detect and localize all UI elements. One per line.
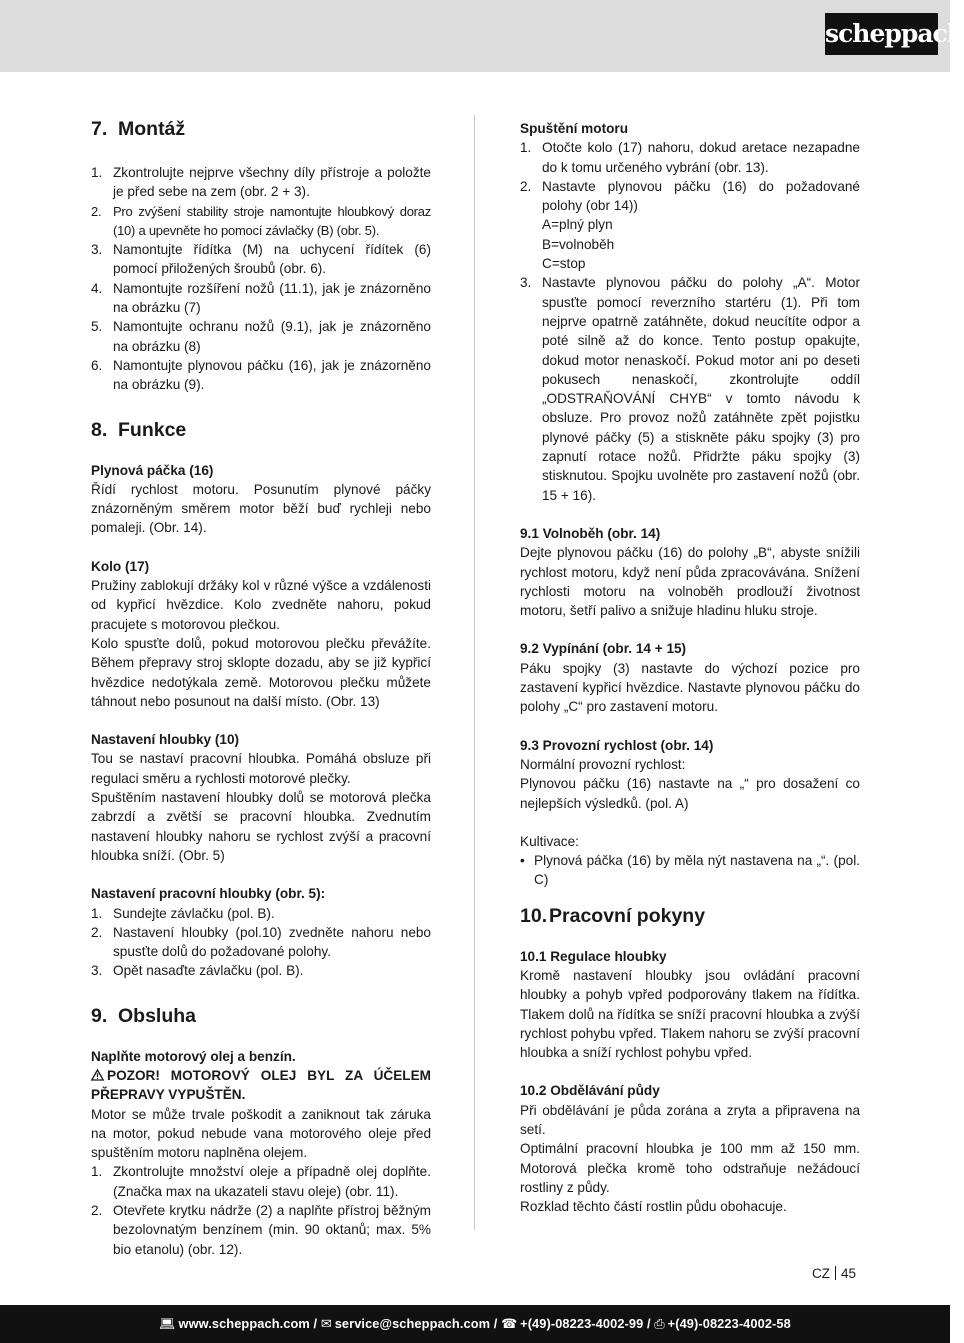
subheading-spusteni-motoru: Spuštění motoru [520,121,628,136]
kultivace-list [520,851,860,890]
section-number: 7. [91,118,108,140]
list-item [91,1162,431,1201]
section-heading-montaz [91,117,431,141]
separator: / [493,1316,498,1331]
kultivace-label: Kultivace: [520,833,579,849]
subheading-provozni-rychlost: 9.3 Provozní rychlost (obr. 14) [520,737,714,753]
subheading-regulace-hloubky: 10.1 Regulace hloubky [520,948,667,964]
spusteni-list [520,138,860,505]
item-number: 1. [91,1164,103,1180]
subheading-plynova-packa: Plynová páčka (16) [91,462,214,478]
throttle-option: B=volnoběh [542,236,615,252]
paragraph: Optimální pracovní hloubka je 100 mm až 150 mm. Motorová plečka kromě toho odstraňuje nežádoucí rostliny z půdy. [520,1141,860,1195]
warning-triangle-icon [91,1069,104,1081]
section-heading-funkce [91,418,431,442]
list-item [91,240,431,279]
column-divider [474,115,475,1230]
paragraph: Spuštěním nastavení hloubky dolů se motorová plečka zabrzdí a zvětší se pracovní hloubka. Zvednutím nastavení hloubky nahoru se rychlost zvýší a pracovní hloubka sníží. (Obr. 5) [91,790,431,863]
item-text: Plynová páčka (16) by měla nýt nastavena na „“. (pol. C) [534,853,860,888]
subheading-naplnte-olej: Naplňte motorový olej a benzín. [91,1048,296,1064]
item-number: 4. [91,280,103,296]
paragraph: Kolo spusťte dolů, pokud motorovou plečku převážíte. Během přepravy stroj sklopte dozadu, aby se již kypřicí hvězdice nedotýkala země. Motorovou plečku můžete táhnout nebo posunout na další místo. (Obr. 13) [91,635,431,709]
paragraph: Rozklad těchto částí rostlin půdu obohacuje. [520,1199,787,1215]
fax-icon: ⎙ [654,1316,665,1331]
list-item [91,317,431,356]
paragraph: Při obdělávání je půda zorána a zryta a připravena na setí. [520,1102,860,1138]
item-number: 1. [91,165,103,180]
section-title: Montáž [118,118,186,140]
item-number: 1. [520,140,532,156]
paragraph: Normální provozní rychlost: [520,756,686,772]
right-column [520,119,860,1217]
item-text: Pro zvýšení stability stroje namontujte hloubkový doraz (10) a upevněte ho pomocí závlačky (B) (obr. 5). [113,203,431,238]
page-number-separator [835,1266,836,1280]
paragraph: Plynovou páčku (16) nastavte na „“ pro dosažení co nejlepších výsledků. (pol. A) [520,776,860,811]
separator: / [646,1316,651,1331]
list-item [91,163,431,202]
email-icon: ✉︎ [320,1316,332,1331]
list-item [91,923,431,962]
item-text: Opět nasaďte závlačku (pol. B). [113,963,304,979]
item-text: Zkontrolujte nejprve všechny díly přístroje a položte je před sebe na zem (obr. 2 + 3). [113,165,431,200]
warning-text-block [91,1066,431,1105]
item-text: Nastavte plynovou páčku do polohy „A“. Motor spusťte pomocí reverzního startéru (1). Při tom nejprve opatrně zatáhněte, dokud neucítíte odpor a poté silně až do konce. Tento postup opakujte, dokud motor nenaskočí. Pokud motor ani po deseti pokusech nenaskočí, zkontrolujte oddíl „ODSTRAŇOVÁNÍ CHYB“ v tomto návodu k obsluze. Pro provoz nožů zatáhněte zpět pojistku plynové páčky (5) a stiskněte páku spojky (3) pro zapnutí rotace nožů. Přidržte páku spojky (3) stisknutou. Spojku uvolněte pro zastavení nožů (obr. 15 + 16). [542,275,860,503]
paragraph: Řídí rychlost motoru. Posunutím plynové páčky znázorněným směrem motor běží buď rychleji nebo pomaleji. (Obr. 14). [91,481,431,536]
list-item [520,177,860,273]
scheppach-logo: scheppach [825,13,938,55]
section-title: Obsluha [118,1004,197,1027]
item-number: 3. [520,275,532,291]
warning-text: POZOR! MOTOROVÝ OLEJ BYL ZA ÚČELEM PŘEPRAVY VYPUŠTĚN. [91,1067,431,1103]
list-item [520,138,860,177]
item-number: 6. [91,357,103,373]
list-item [520,273,860,505]
subheading-vypinani: 9.2 Vypínání (obr. 14 + 15) [520,641,687,657]
paragraph: Kromě nastavení hloubky jsou ovládání pracovní hloubky a pohyb vpřed podporovány tlakem na řídítka. Tlakem dolů na řídítka se sníží pracovní hloubka a zvýší rychlost pohybu vpřed. Tlakem nahoru se zvýší pracovní hloubka a sníží rychlost pohybu vpřed. [520,967,860,1061]
page-number-value: 45 [841,1266,857,1281]
language-code: CZ [812,1266,830,1281]
list-item [91,961,431,980]
list-item [91,1201,431,1259]
paragraph: Páku spojky (3) nastavte do výchozí pozice pro zastavení kypřicí hvězdice. Nastavte plynovou páčku do polohy „C“ pro zastavení motoru. [520,660,860,715]
item-text: Namontujte ochranu nožů (9.1), jak je znázorněno na obrázku (8) [113,319,431,354]
email-link[interactable]: service@scheppach.com [334,1316,491,1331]
section-title: Pracovní pokyny [549,904,706,927]
section-number: 10. [520,904,548,927]
item-text: Namontujte rozšíření nožů (11.1), jak je znázorněno na obrázku (7) [113,280,431,316]
item-text: Nastavte plynovou páčku (16) do požadované polohy (obr 14)) [542,178,860,214]
throttle-option: C=stop [542,256,586,272]
footer-contact-bar [0,1305,950,1343]
pracovni-hloubka-list [91,904,431,981]
item-number: 1. [91,905,103,921]
list-item [91,904,431,923]
paragraph: Tou se nastaví pracovní hloubka. Pomáhá obsluze při regulaci směru a rychlosti motorové plečky. [91,751,431,786]
separator: / [313,1316,318,1331]
item-text: Otevřete krytku nádrže (2) a naplňte přístroj běžným bezolovnatým benzínem (min. 90 oktanů; max. 5% bio etanolu) (obr. 12). [113,1203,431,1257]
subheading-nastaveni-hloubky: Nastavení hloubky (10) [91,732,240,748]
left-column [91,113,431,1259]
item-number: 2. [91,1203,103,1219]
item-text: Otočte kolo (17) nahoru, dokud aretace nezapadne do k tomu určeného vybrání (obr. 13). [542,140,860,175]
item-text: Namontujte plynovou páčku (16), jak je znázorněno na obrázku (9). [113,357,431,393]
website-link[interactable]: www.scheppach.com [178,1316,310,1331]
item-number: 5. [91,319,103,335]
item-text: Zkontrolujte množství oleje a případně olej doplňte. (Značka max na ukazateli stavu oleje) (obr. 11). [113,1164,431,1199]
subheading-volnobeh: 9.1 Volnoběh (obr. 14) [520,525,661,541]
section-heading-obsluha [91,1004,431,1028]
paragraph: Dejte plynovou páčku (16) do polohy „B“, abyste snížili rychlost motoru, když není půda zpracovávána. Snížení rychlosti motoru na volnoběh prodlouží životnost motoru, šetří palivo a snižuje hladinu hluku stroje. [520,545,860,619]
section-number: 9. [91,1004,108,1027]
fax-number: +(49)-08223-4002-58 [667,1316,791,1331]
item-number: 2. [91,924,103,940]
header-band [0,0,950,72]
laptop-icon: 💻︎ [159,1316,176,1331]
paragraph: Motor se může trvale poškodit a zaniknout tak záruka na motor, pokud nebude vana motorového oleje před spuštěním motoru naplněna olejem. [91,1106,431,1161]
item-number: 3. [91,963,103,979]
olej-list [91,1162,431,1258]
throttle-option: A=plný plyn [542,217,613,233]
item-number: 2. [520,178,532,194]
section-title: Funkce [118,418,187,441]
list-item [91,279,431,318]
item-text: Sundejte závlačku (pol. B). [113,905,275,921]
item-text: Namontujte řídítka (M) na uchycení řídítek (6) pomocí přiložených šroubů (obr. 6). [113,242,431,277]
item-number: 2. [91,203,102,219]
subheading-pracovni-hloubky: Nastavení pracovní hloubky (obr. 5): [91,886,326,902]
list-item [520,851,860,890]
phone-icon: ☎︎ [501,1316,518,1331]
page-number [812,1266,856,1282]
list-item [91,202,431,241]
montaz-list [91,163,431,395]
list-item [91,356,431,395]
item-number: 3. [91,242,103,258]
item-text: Nastavení hloubky (pol.10) zvedněte nahoru nebo spusťte dolů do požadované polohy. [113,924,431,960]
paragraph: Pružiny zablokují držáky kol v různé výšce a vzdálenosti od kypřicí hvězdice. Kolo zvedněte nahoru, pokud pracujete s motorovou plečkou. [91,578,431,632]
section-number: 8. [91,418,108,441]
section-heading-pracovni-pokyny [520,904,860,928]
subheading-kolo: Kolo (17) [91,558,150,574]
subheading-obdelavani-pudy: 10.2 Obdělávání půdy [520,1083,660,1099]
bullet: • [520,853,525,869]
phone-number: +(49)-08223-4002-99 [520,1316,644,1331]
